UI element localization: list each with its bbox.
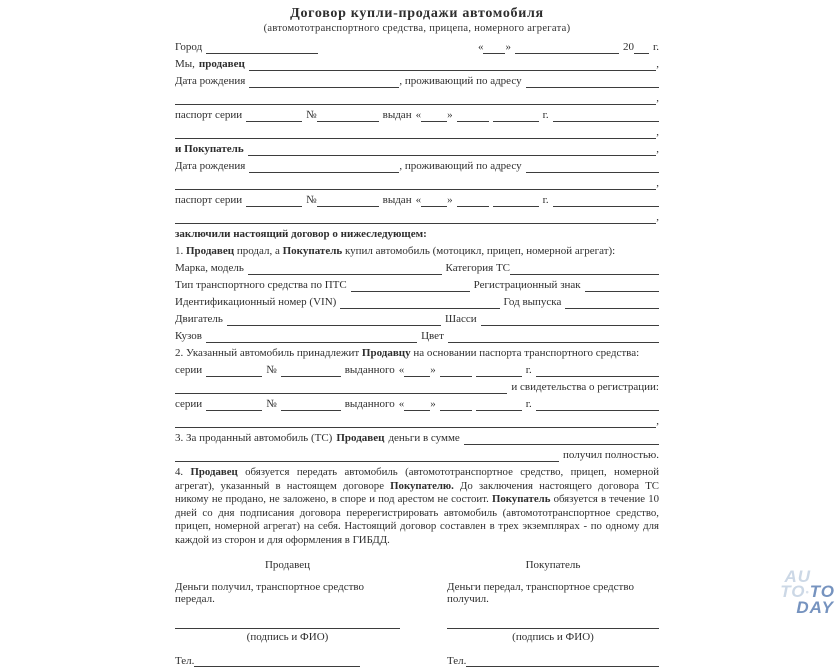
section1-seller: Продавец (186, 245, 235, 257)
chassis-label: Шасси (444, 313, 477, 325)
section4-seller: Продавец (190, 466, 238, 478)
buyer-signature-caption: (подпись и ФИО) (512, 631, 594, 643)
buyer-column-header: Покупатель (525, 559, 581, 571)
issued-label: выдан (382, 109, 412, 121)
number-sign: № (266, 398, 277, 410)
section3-seller: Продавец (336, 432, 385, 444)
quote-close: » (447, 194, 453, 206)
seller-signature-blank (175, 618, 400, 629)
received-label: получил полностью. (563, 449, 659, 461)
section1-buyer: Покупатель (282, 245, 343, 257)
date-quote-open: « (477, 41, 484, 53)
document-subtitle: (автомототранспортного средства, прицепа, номерного агрегата) (263, 23, 571, 34)
date-quote-close: » (505, 41, 511, 53)
watermark-dot-icon: • (805, 587, 810, 597)
buyer-birth-row (175, 160, 659, 173)
issued-genitive-label: выданного (344, 364, 395, 376)
city-date-row (175, 41, 659, 54)
buyer-passport-number-blank (317, 195, 379, 207)
address-label: , проживающий по адресу (399, 160, 522, 172)
reg-plate-label: Регистрационный знак (473, 279, 581, 291)
cert-series-row (175, 398, 659, 411)
quote-close: » (430, 364, 436, 376)
buyer-address-blank (526, 161, 659, 173)
comma: , (656, 177, 659, 189)
section4-buyer-dative: Покупателю. (390, 479, 454, 492)
buyer-issuer-blank2 (175, 212, 656, 224)
comma: , (656, 211, 659, 223)
seller-passport-row (175, 109, 659, 122)
seller-address-cont-row (175, 92, 659, 105)
cert-issuer-blank (536, 399, 659, 411)
sum-blank2 (175, 450, 559, 462)
seller-issue-year-blank (493, 110, 539, 122)
seller-address-blank (526, 76, 659, 88)
seller-issuer-blank (553, 110, 659, 122)
body-row (175, 330, 659, 343)
section4-buyer: Покупатель (491, 493, 551, 505)
seller-intro-row (175, 58, 659, 71)
section1-sold: продал, а (236, 245, 280, 257)
quote-open: « (398, 398, 405, 410)
phone-label: Тел. (447, 655, 467, 667)
buyer-passport-row (175, 194, 659, 207)
year-blank (565, 297, 659, 309)
section1-heading (175, 245, 659, 258)
section1-bought: купил автомобиль (мотоцикл, прицеп, номерной агрегат): (344, 245, 616, 257)
category-blank (510, 263, 659, 275)
quote-open: « (398, 364, 405, 376)
quote-open: « (415, 194, 422, 206)
section2-prefix: 2. Указанный автомобиль принадлежит (175, 347, 360, 359)
pts-issue-month-blank (440, 365, 472, 377)
quote-open: « (415, 109, 422, 121)
seller-statement: Деньги получил, транспортное средство передал. (175, 581, 365, 605)
pts-issue-day-blank (404, 365, 430, 377)
section3-suffix: деньги в сумме (388, 432, 460, 444)
engine-blank (227, 314, 441, 326)
buyer-passport-series-blank (246, 195, 302, 207)
make-model-label: Марка, модель (175, 262, 244, 274)
comma: , (656, 126, 659, 138)
issued-label: выдан (382, 194, 412, 206)
type-pts-blank (351, 280, 470, 292)
buyer-phone-blank (466, 655, 659, 667)
seller-issue-month-blank (457, 110, 489, 122)
cert-number-blank (281, 399, 341, 411)
watermark-au: AU (784, 567, 811, 586)
buyer-intro-row (175, 143, 659, 156)
year-label: Год выпуска (503, 296, 562, 308)
number-sign: № (306, 109, 317, 121)
cert-issuer-cont-row (175, 415, 659, 428)
date-year-blank (634, 42, 649, 54)
cert-issuer-blank2 (175, 416, 656, 428)
preamble-text: заключили настоящий договор о нижеследующем: (175, 228, 427, 240)
birth-date-label: Дата рождения (175, 160, 246, 172)
pts-issuer-blank2 (175, 382, 507, 394)
seller-issuer-cont-row (175, 126, 659, 139)
buyer-address-blank2 (175, 178, 656, 190)
sum-blank (464, 433, 659, 445)
reg-cert-label: и свидетельства о регистрации: (511, 381, 659, 393)
vin-row (175, 296, 659, 309)
seller-issue-day-blank (421, 110, 447, 122)
cert-issue-day-blank (404, 399, 430, 411)
year-abbr: г. (542, 194, 549, 206)
cert-issue-year-blank (476, 399, 522, 411)
city-label: Город (175, 41, 203, 53)
autotoday-watermark (761, 569, 835, 615)
seller-passport-number-blank (317, 110, 379, 122)
section3-row (175, 432, 659, 445)
section3-prefix: 3. За проданный автомобиль (ТС) (175, 432, 333, 444)
pts-series-blank (206, 365, 262, 377)
buyer-signature-blank (447, 618, 659, 629)
buyer-statement: Деньги передал, транспортное средство получил. (447, 581, 634, 605)
watermark-to-outline: TO (780, 582, 806, 601)
comma: , (656, 415, 659, 427)
series-label: серии (175, 364, 203, 376)
reg-plate-blank (585, 280, 659, 292)
date-month-blank (515, 42, 619, 54)
year-abbr: г. (525, 398, 532, 410)
reg-cert-row (175, 381, 659, 394)
series-label: серии (175, 398, 203, 410)
address-label: , проживающий по адресу (399, 75, 522, 87)
seller-address-blank2 (175, 93, 656, 105)
buyer-issue-year-blank (493, 195, 539, 207)
seller-signature-caption: (подпись и ФИО) (246, 631, 329, 643)
make-model-row (175, 262, 659, 275)
vin-blank (340, 297, 499, 309)
buyer-address-cont-row (175, 177, 659, 190)
section2-heading (175, 347, 659, 360)
pts-series-row (175, 364, 659, 377)
watermark-line3 (761, 600, 834, 615)
section2-seller-dative: Продавцу (361, 347, 411, 359)
engine-row (175, 313, 659, 326)
section4-paragraph (175, 466, 659, 547)
watermark-day: DAY (796, 598, 834, 617)
quote-close: » (447, 109, 453, 121)
number-sign: № (266, 364, 277, 376)
passport-series-label: паспорт серии (175, 194, 243, 206)
body-blank (206, 331, 417, 343)
type-pts-label: Тип транспортного средства по ПТС (175, 279, 347, 291)
seller-issuer-blank2 (175, 127, 656, 139)
section2-suffix: на основании паспорта транспортного средства: (413, 347, 640, 359)
buyer-role-label: и Покупатель (175, 143, 244, 155)
pts-issue-year-blank (476, 365, 522, 377)
section4-num: 4. (175, 466, 184, 478)
buyer-phone-row (447, 654, 659, 667)
buyer-issuer-cont-row (175, 211, 659, 224)
comma: , (656, 143, 659, 155)
body-label: Кузов (175, 330, 202, 342)
seller-phone-blank (194, 655, 360, 667)
section3-cont-row (175, 449, 659, 462)
passport-series-label: паспорт серии (175, 109, 243, 121)
buyer-issuer-blank (553, 195, 659, 207)
birth-date-label: Дата рождения (175, 75, 246, 87)
section1-num: 1. (175, 245, 184, 257)
city-blank (206, 42, 318, 54)
issued-genitive-label: выданного (344, 398, 395, 410)
color-label: Цвет (421, 330, 444, 342)
section4-text2: До заключения настоящего договора ТС никому не продано, не заложено, в споре и под арестом не состоит. (175, 479, 660, 505)
number-sign: № (306, 194, 317, 206)
date-year-suffix: г. (652, 41, 659, 53)
make-model-blank (248, 263, 442, 275)
cert-series-blank (206, 399, 262, 411)
seller-passport-series-blank (246, 110, 302, 122)
buyer-issue-day-blank (421, 195, 447, 207)
section4-text1: обязуется передать автомобиль (автомототранспортное средство, прицеп, номерной агрегат), указанный в настоящем договоре (175, 466, 659, 492)
seller-name-blank (249, 59, 656, 71)
category-label: Категория ТС (445, 262, 511, 274)
year-abbr: г. (525, 364, 532, 376)
seller-birth-blank (249, 76, 399, 88)
buyer-issue-month-blank (457, 195, 489, 207)
buyer-birth-blank (249, 161, 399, 173)
document-title: Договор купли-продажи автомобиля (290, 6, 544, 21)
cert-issue-month-blank (440, 399, 472, 411)
date-day-blank (483, 42, 505, 54)
signatures-area (175, 559, 659, 667)
chassis-blank (481, 314, 659, 326)
pts-number-blank (281, 365, 341, 377)
quote-close: » (430, 398, 436, 410)
date-year-prefix: 20 (622, 41, 634, 53)
comma: , (656, 58, 659, 70)
type-pts-row (175, 279, 659, 292)
buyer-name-blank (248, 144, 657, 156)
vin-label: Идентификационный номер (VIN) (175, 296, 337, 308)
seller-column-header: Продавец (264, 559, 310, 571)
preamble-line (175, 228, 659, 241)
buyer-signature-column (447, 559, 659, 667)
contract-document (175, 6, 659, 667)
pts-issuer-blank (536, 365, 659, 377)
comma: , (656, 92, 659, 104)
seller-role-label: продавец (198, 58, 245, 70)
section4-text3: обязуется в течение 10 дней со дня подписания договора перерегистрировать автомобиль (автомототранспортное средство, прицеп, номерной агрегат) на себя. Настоящий договор составлен в трех экземплярах - по одному для каждой из сторон и для оформления в ГИБДД. (175, 493, 660, 546)
year-abbr: г. (542, 109, 549, 121)
watermark-to-solid: TO (809, 582, 835, 601)
phone-label: Тел. (175, 655, 195, 667)
seller-intro-prefix: Мы, (175, 58, 195, 70)
seller-signature-column (175, 559, 400, 667)
seller-phone-row (175, 654, 400, 667)
color-blank (448, 331, 659, 343)
seller-birth-row (175, 75, 659, 88)
engine-label: Двигатель (175, 313, 223, 325)
